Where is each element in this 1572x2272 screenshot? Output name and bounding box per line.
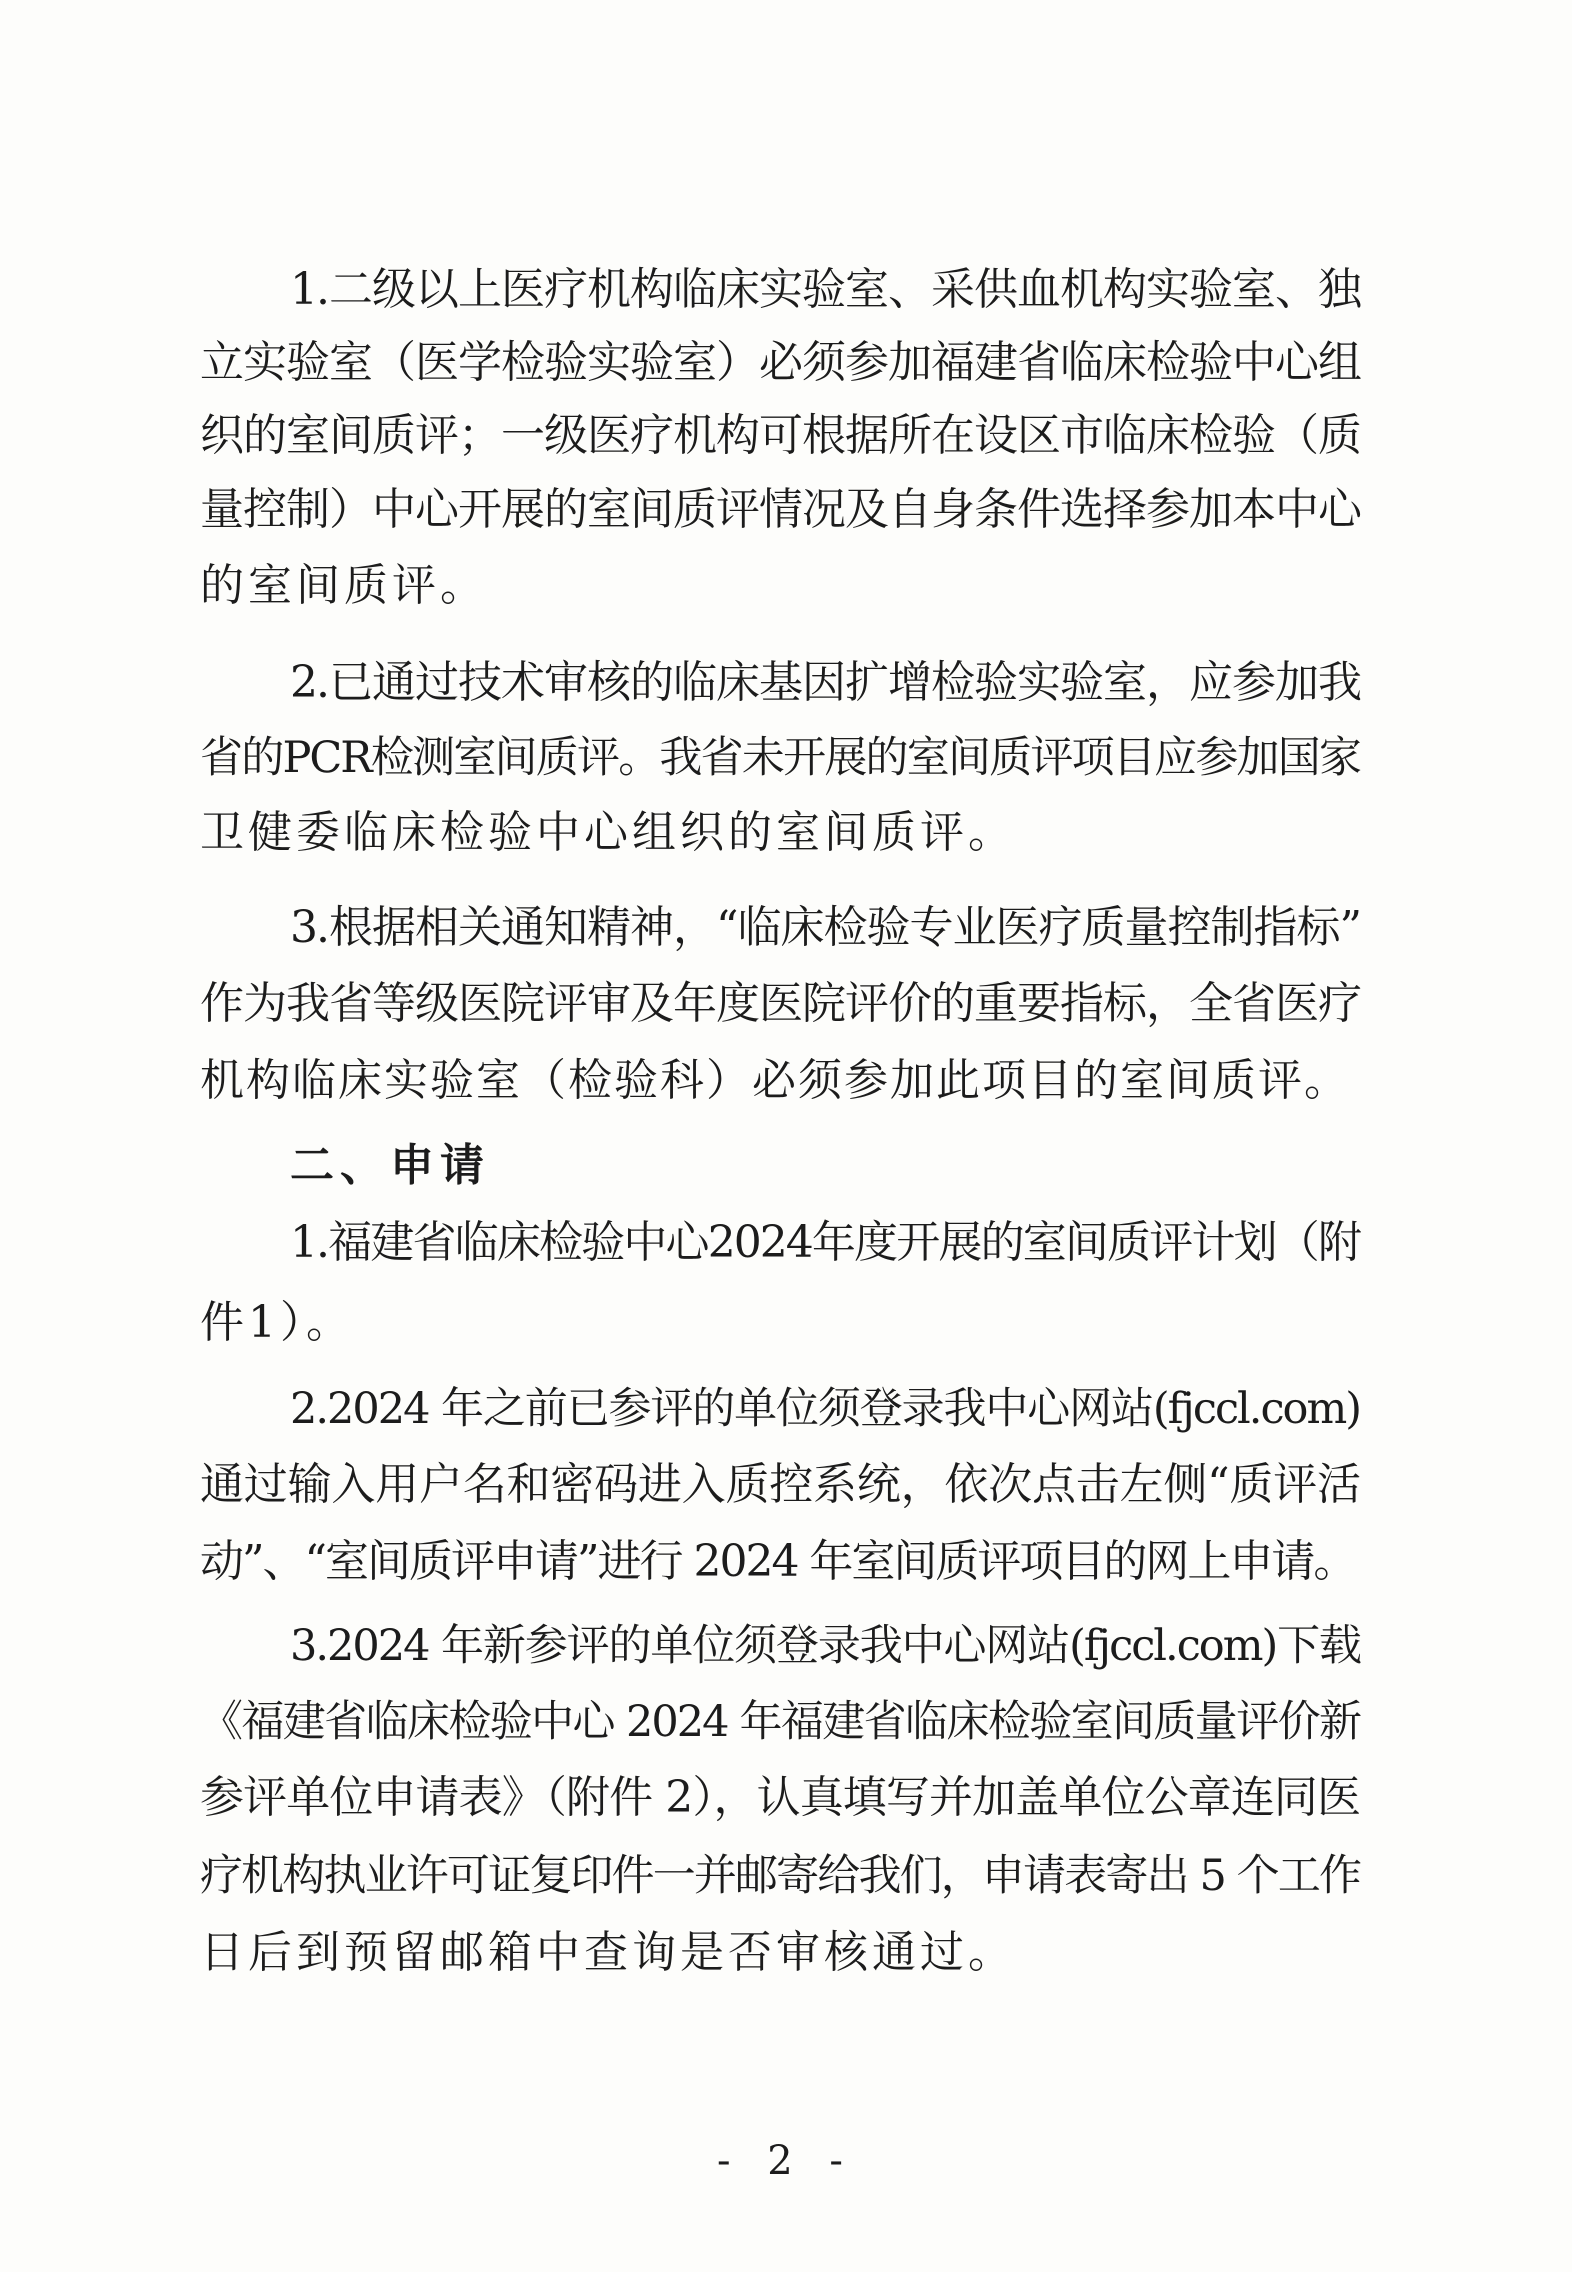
paragraph-1-line-4: 量控制）中心开展的室间质评情况及自身条件选择参加本中心 (200, 484, 1361, 535)
item-2-line-1: 2.2024 年之前已参评的单位须登录我中心网站(fjccl.com) (290, 1384, 1360, 1434)
paragraph-1-line-2: 立实验室（医学检验实验室）必须参加福建省临床检验中心组 (200, 337, 1361, 388)
paragraph-2-line-1: 2.已通过技术审核的临床基因扩增检验实验室，应参加我 (290, 657, 1360, 708)
paragraph-1-line-5: 的室间质评。 (200, 560, 488, 611)
item-3-line-3: 参评单位申请表》（附件 2），认真填写并加盖单位公章连同医 (200, 1772, 1360, 1823)
page-number: - 2 - (717, 2138, 855, 2184)
item-3-line-5: 日后到预留邮箱中查询是否审核通过。 (200, 1927, 1016, 1978)
paragraph-3-line-3: 机构临床实验室（检验科）必须参加此项目的室间质评。 (200, 1055, 1350, 1106)
item-3-line-1: 3.2024 年新参评的单位须登录我中心网站(fjccl.com)下载 (290, 1621, 1360, 1671)
item-1-line-2: 件1）。 (200, 1297, 354, 1348)
item-3-line-4: 疗机构执业许可证复印件一并邮寄给我们，申请表寄出 5 个工作 (200, 1851, 1360, 1901)
paragraph-3-line-1: 3.根据相关通知精神，“临床检验专业医疗质量控制指标” (290, 902, 1360, 953)
paragraph-2-line-2: 省的PCR检测室间质评。我省未开展的室间质评项目应参加国家 (200, 733, 1360, 783)
item-2-line-3: 动”、“室间质评申请”进行 2024 年室间质评项目的网上申请。 (200, 1536, 1356, 1587)
paragraph-1-line-3: 织的室间质评；一级医疗机构可根据所在设区市临床检验（质 (200, 410, 1361, 461)
item-3-line-2: 《福建省临床检验中心 2024 年福建省临床检验室间质量评价新 (200, 1697, 1360, 1747)
item-2-line-2: 通过输入用户名和密码进入质控系统，依次点击左侧“质评活 (200, 1459, 1360, 1510)
paragraph-1-line-1: 1.二级以上医疗机构临床实验室、采供血机构实验室、独 (290, 264, 1360, 315)
paragraph-2-line-3: 卫健委临床检验中心组织的室间质评。 (200, 807, 1016, 858)
item-1-line-1: 1.福建省临床检验中心2024年度开展的室间质评计划（附 (290, 1217, 1360, 1268)
section-heading-application: 二、申请 (290, 1140, 490, 1191)
paragraph-3-line-2: 作为我省等级医院评审及年度医院评价的重要指标，全省医疗 (200, 978, 1361, 1029)
